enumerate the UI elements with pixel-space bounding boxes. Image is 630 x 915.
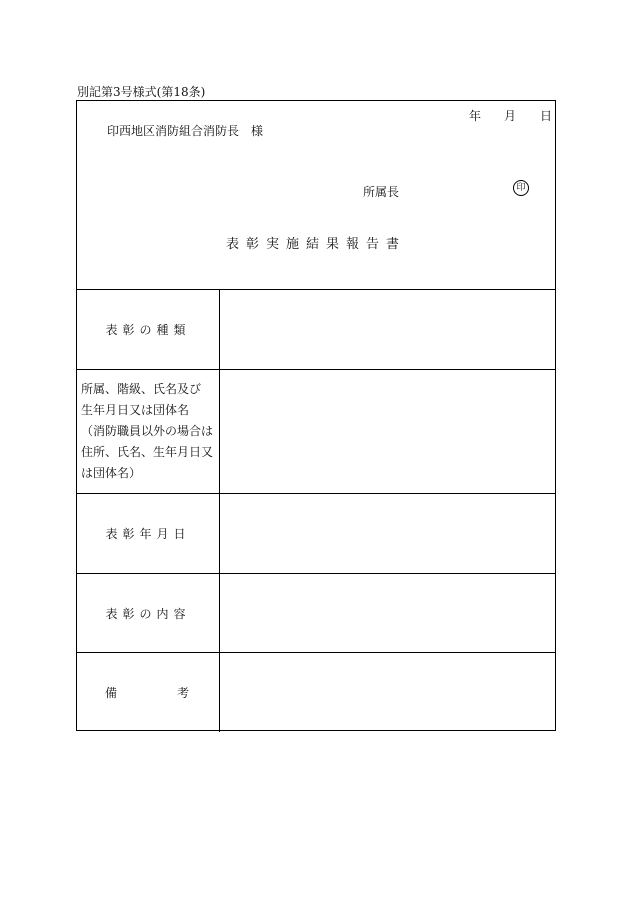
row-label-part: 考 xyxy=(176,686,189,700)
table-row-remarks xyxy=(77,653,555,732)
row-label-line: 住所、氏名、生年月日又 xyxy=(81,445,214,459)
form-table xyxy=(77,290,555,732)
award-content-field[interactable] xyxy=(220,574,555,652)
addressee: 印西地区消防組合消防長 様 xyxy=(107,124,264,138)
date-year-label: 年 xyxy=(469,109,482,123)
form-number: 別記第3号様式(第18条) xyxy=(77,85,206,99)
form-title: 表彰実施結果報告書 xyxy=(225,237,406,252)
report-form xyxy=(76,100,556,731)
row-label-line: （消防職員以外の場合は xyxy=(81,424,214,438)
row-label: 表彰の内容 xyxy=(77,574,220,652)
row-label-part: 備 xyxy=(105,686,118,700)
recipient-field[interactable] xyxy=(220,370,555,493)
table-row-award-content xyxy=(77,574,555,653)
row-label xyxy=(77,653,220,732)
date-day-label: 日 xyxy=(540,109,553,123)
award-type-field[interactable] xyxy=(220,290,555,369)
seal-icon: 印 xyxy=(513,180,529,196)
row-label-line: は団体名） xyxy=(81,466,142,480)
date-month-label: 月 xyxy=(504,109,517,123)
row-label-line: 所属、階級、氏名及び xyxy=(81,382,202,396)
award-date-field[interactable] xyxy=(220,494,555,573)
signer-label: 所属長 xyxy=(363,185,400,199)
form-header xyxy=(77,101,555,290)
row-label: 表彰年月日 xyxy=(77,494,220,573)
row-label-line: 生年月日又は団体名 xyxy=(81,403,190,417)
table-row-award-date xyxy=(77,494,555,574)
row-label xyxy=(77,370,220,493)
table-row-award-type xyxy=(77,290,555,370)
remarks-field[interactable] xyxy=(220,653,555,732)
row-label: 表彰の種類 xyxy=(77,290,220,369)
table-row-recipient xyxy=(77,370,555,494)
